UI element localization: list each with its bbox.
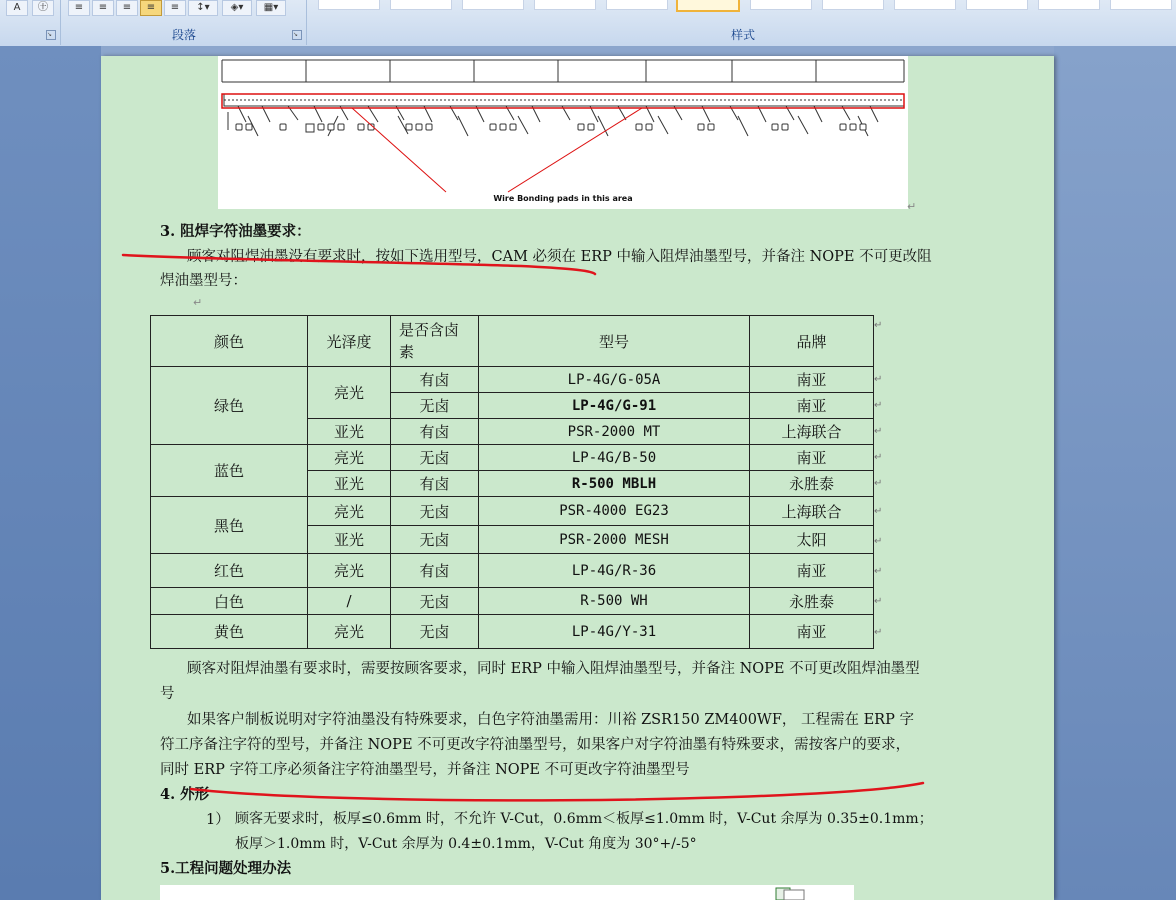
cell-halogen: 无卤	[391, 615, 479, 649]
cell-brand: 太阳	[750, 526, 874, 554]
cell-halogen: 有卤	[391, 367, 479, 393]
distribute-icon[interactable]: ≡	[164, 0, 186, 16]
section4-item-line2: 板厚＞1.0mm 时，V-Cut 余厚为 0.4±0.1mm，V-Cut 角度为 30°+/-5°	[235, 836, 697, 852]
cell-model: LP-4G/R-36	[479, 554, 750, 588]
cell-model: LP-4G/G-05A	[479, 367, 750, 393]
cell-gloss: 亮光	[308, 367, 391, 419]
solder-mask-ink-table	[150, 315, 874, 649]
cell-brand: 永胜泰	[750, 471, 874, 497]
cell-gloss: 亚光	[308, 471, 391, 497]
figure-caption: Wire Bonding pads in this area	[493, 194, 633, 203]
font-dialog-launcher-icon[interactable]: ↘	[46, 30, 56, 40]
font-color-a-icon[interactable]: A	[6, 0, 28, 16]
section3-para1-line2: 焊油墨型号：	[160, 273, 247, 289]
styles-group	[310, 0, 1176, 45]
para2-line2: 号	[160, 686, 175, 702]
workspace-background-left	[0, 46, 101, 900]
red-underline-stroke-2	[191, 783, 923, 800]
paragraph-mark: ↵	[907, 200, 917, 213]
section5-heading: 5.工程问题处理办法	[160, 860, 292, 877]
cell-brand: 南亚	[750, 615, 874, 649]
justify-icon[interactable]: ≡	[140, 0, 162, 16]
row-end-mark: ↵	[874, 374, 883, 385]
row-end-mark: ↵	[874, 506, 883, 517]
cell-gloss: 亮光	[308, 615, 391, 649]
cell-gloss: 亮光	[308, 445, 391, 471]
cell-model: PSR-2000 MT	[479, 419, 750, 445]
cell-halogen: 有卤	[391, 471, 479, 497]
cell-brand: 南亚	[750, 554, 874, 588]
cell-color: 蓝色	[151, 445, 308, 497]
row-end-mark: ↵	[874, 400, 883, 411]
line-spacing-icon[interactable]: ↕▾	[188, 0, 218, 16]
header-brand: 品牌	[750, 316, 874, 367]
styles-group-label: 样式	[730, 28, 755, 42]
section3-para1-line1: 顾客对阻焊油墨没有要求时，按如下选用型号，CAM 必须在 ERP 中输入阻焊油墨型号，并备注 NOPE 不可更改阻	[187, 249, 932, 265]
para3-line1: 如果客户制板说明对字符油墨没有特殊要求，白色字符油墨需用：川裕 ZSR150 ZM400WF， 工程需在 ERP 字	[187, 712, 914, 728]
section4-item-number: 1）	[206, 812, 230, 828]
ribbon	[0, 0, 1176, 47]
cell-gloss: 亚光	[308, 526, 391, 554]
style-tile[interactable]	[1038, 0, 1100, 10]
table-row	[151, 497, 874, 526]
cell-color: 白色	[151, 588, 308, 615]
cell-halogen: 无卤	[391, 588, 479, 615]
workspace-background-right	[1054, 46, 1176, 900]
style-tile[interactable]	[606, 0, 668, 10]
table-row	[151, 445, 874, 471]
cell-model: LP-4G/Y-31	[479, 615, 750, 649]
row-end-mark: ↵	[874, 566, 883, 577]
style-tile[interactable]	[894, 0, 956, 10]
cell-gloss: /	[308, 588, 391, 615]
style-tile[interactable]	[822, 0, 884, 10]
pcb-drawing	[218, 56, 908, 209]
cell-brand: 上海联合	[750, 419, 874, 445]
cell-model: R-500 MBLH	[479, 471, 750, 497]
table-row	[151, 588, 874, 615]
header-model: 型号	[479, 316, 750, 367]
table-header-row	[151, 316, 874, 367]
pcb-figure	[218, 56, 908, 209]
cell-gloss: 亮光	[308, 497, 391, 526]
row-end-mark: ↵	[874, 320, 883, 331]
cell-model: LP-4G/G-91	[479, 393, 750, 419]
cell-model: LP-4G/B-50	[479, 445, 750, 471]
font-group	[0, 0, 61, 45]
section3-heading: 3. 阻焊字符油墨要求：	[160, 223, 311, 240]
header-color: 颜色	[151, 316, 308, 367]
cell-color: 红色	[151, 554, 308, 588]
style-tile[interactable]	[1110, 0, 1172, 10]
cell-color: 黑色	[151, 497, 308, 554]
style-tile[interactable]	[750, 0, 812, 10]
cell-brand: 南亚	[750, 393, 874, 419]
row-end-mark: ↵	[874, 536, 883, 547]
cell-model: R-500 WH	[479, 588, 750, 615]
cell-gloss: 亚光	[308, 419, 391, 445]
table-row	[151, 615, 874, 649]
document-page[interactable]	[101, 56, 1054, 900]
embedded-object-box[interactable]	[160, 885, 854, 900]
header-halogen-line2: 素	[399, 343, 415, 361]
header-halogen	[391, 316, 479, 367]
style-tile[interactable]	[390, 0, 452, 10]
align-right-icon[interactable]: ≡	[116, 0, 138, 16]
style-tile[interactable]	[534, 0, 596, 10]
align-center-icon[interactable]: ≡	[92, 0, 114, 16]
cell-gloss: 亮光	[308, 554, 391, 588]
style-tile[interactable]	[318, 0, 380, 10]
cell-brand: 南亚	[750, 367, 874, 393]
paragraph-group-label: 段落	[171, 28, 196, 42]
align-left-icon[interactable]: ≡	[68, 0, 90, 16]
cell-color: 黄色	[151, 615, 308, 649]
table-row	[151, 367, 874, 393]
section4-item-line1: 顾客无要求时，板厚≤0.6mm 时，不允许 V-Cut，0.6mm＜板厚≤1.0mm 时，V-Cut 余厚为 0.35±0.1mm；	[235, 811, 933, 827]
cell-brand: 南亚	[750, 445, 874, 471]
cell-halogen: 有卤	[391, 554, 479, 588]
cell-halogen: 无卤	[391, 526, 479, 554]
para3-line3: 同时 ERP 字符工序必须备注字符油墨型号，并备注 NOPE 不可更改字符油墨型号	[160, 762, 690, 778]
shading-icon[interactable]: ◈▾	[222, 0, 252, 16]
cell-brand: 上海联合	[750, 497, 874, 526]
paragraph-mark: ↵	[193, 296, 203, 309]
row-end-mark: ↵	[874, 627, 883, 638]
enclosed-char-icon[interactable]: ㊉	[32, 0, 54, 16]
borders-icon[interactable]: ▦▾	[256, 0, 286, 16]
style-tile-selected[interactable]	[676, 0, 740, 12]
para2-line1: 顾客对阻焊油墨有要求时，需要按顾客要求，同时 ERP 中输入阻焊油墨型号，并备注 NOPE 不可更改阻焊油墨型	[187, 661, 920, 677]
row-end-mark: ↵	[874, 452, 883, 463]
style-tile[interactable]	[966, 0, 1028, 10]
cell-color: 绿色	[151, 367, 308, 445]
table-row	[151, 554, 874, 588]
cell-model: PSR-2000 MESH	[479, 526, 750, 554]
row-end-mark: ↵	[874, 478, 883, 489]
cell-halogen: 无卤	[391, 393, 479, 419]
para3-line2: 符工序备注字符的型号，并备注 NOPE 不可更改字符油墨型号，如果客户对字符油墨有特殊要求，需按客户的要求，	[160, 737, 911, 753]
section4-heading: 4. 外形	[160, 786, 210, 803]
cell-halogen: 无卤	[391, 445, 479, 471]
cell-model: PSR-4000 EG23	[479, 497, 750, 526]
cell-halogen: 有卤	[391, 419, 479, 445]
paragraph-dialog-launcher-icon[interactable]: ↘	[292, 30, 302, 40]
cell-halogen: 无卤	[391, 497, 479, 526]
paragraph-group	[62, 0, 307, 45]
cell-brand: 永胜泰	[750, 588, 874, 615]
header-halogen-line1: 是否含卤	[399, 321, 460, 339]
row-end-mark: ↵	[874, 596, 883, 607]
row-end-mark: ↵	[874, 426, 883, 437]
embedded-excel-icon[interactable]	[774, 887, 808, 900]
header-gloss: 光泽度	[308, 316, 391, 367]
style-tile[interactable]	[462, 0, 524, 10]
